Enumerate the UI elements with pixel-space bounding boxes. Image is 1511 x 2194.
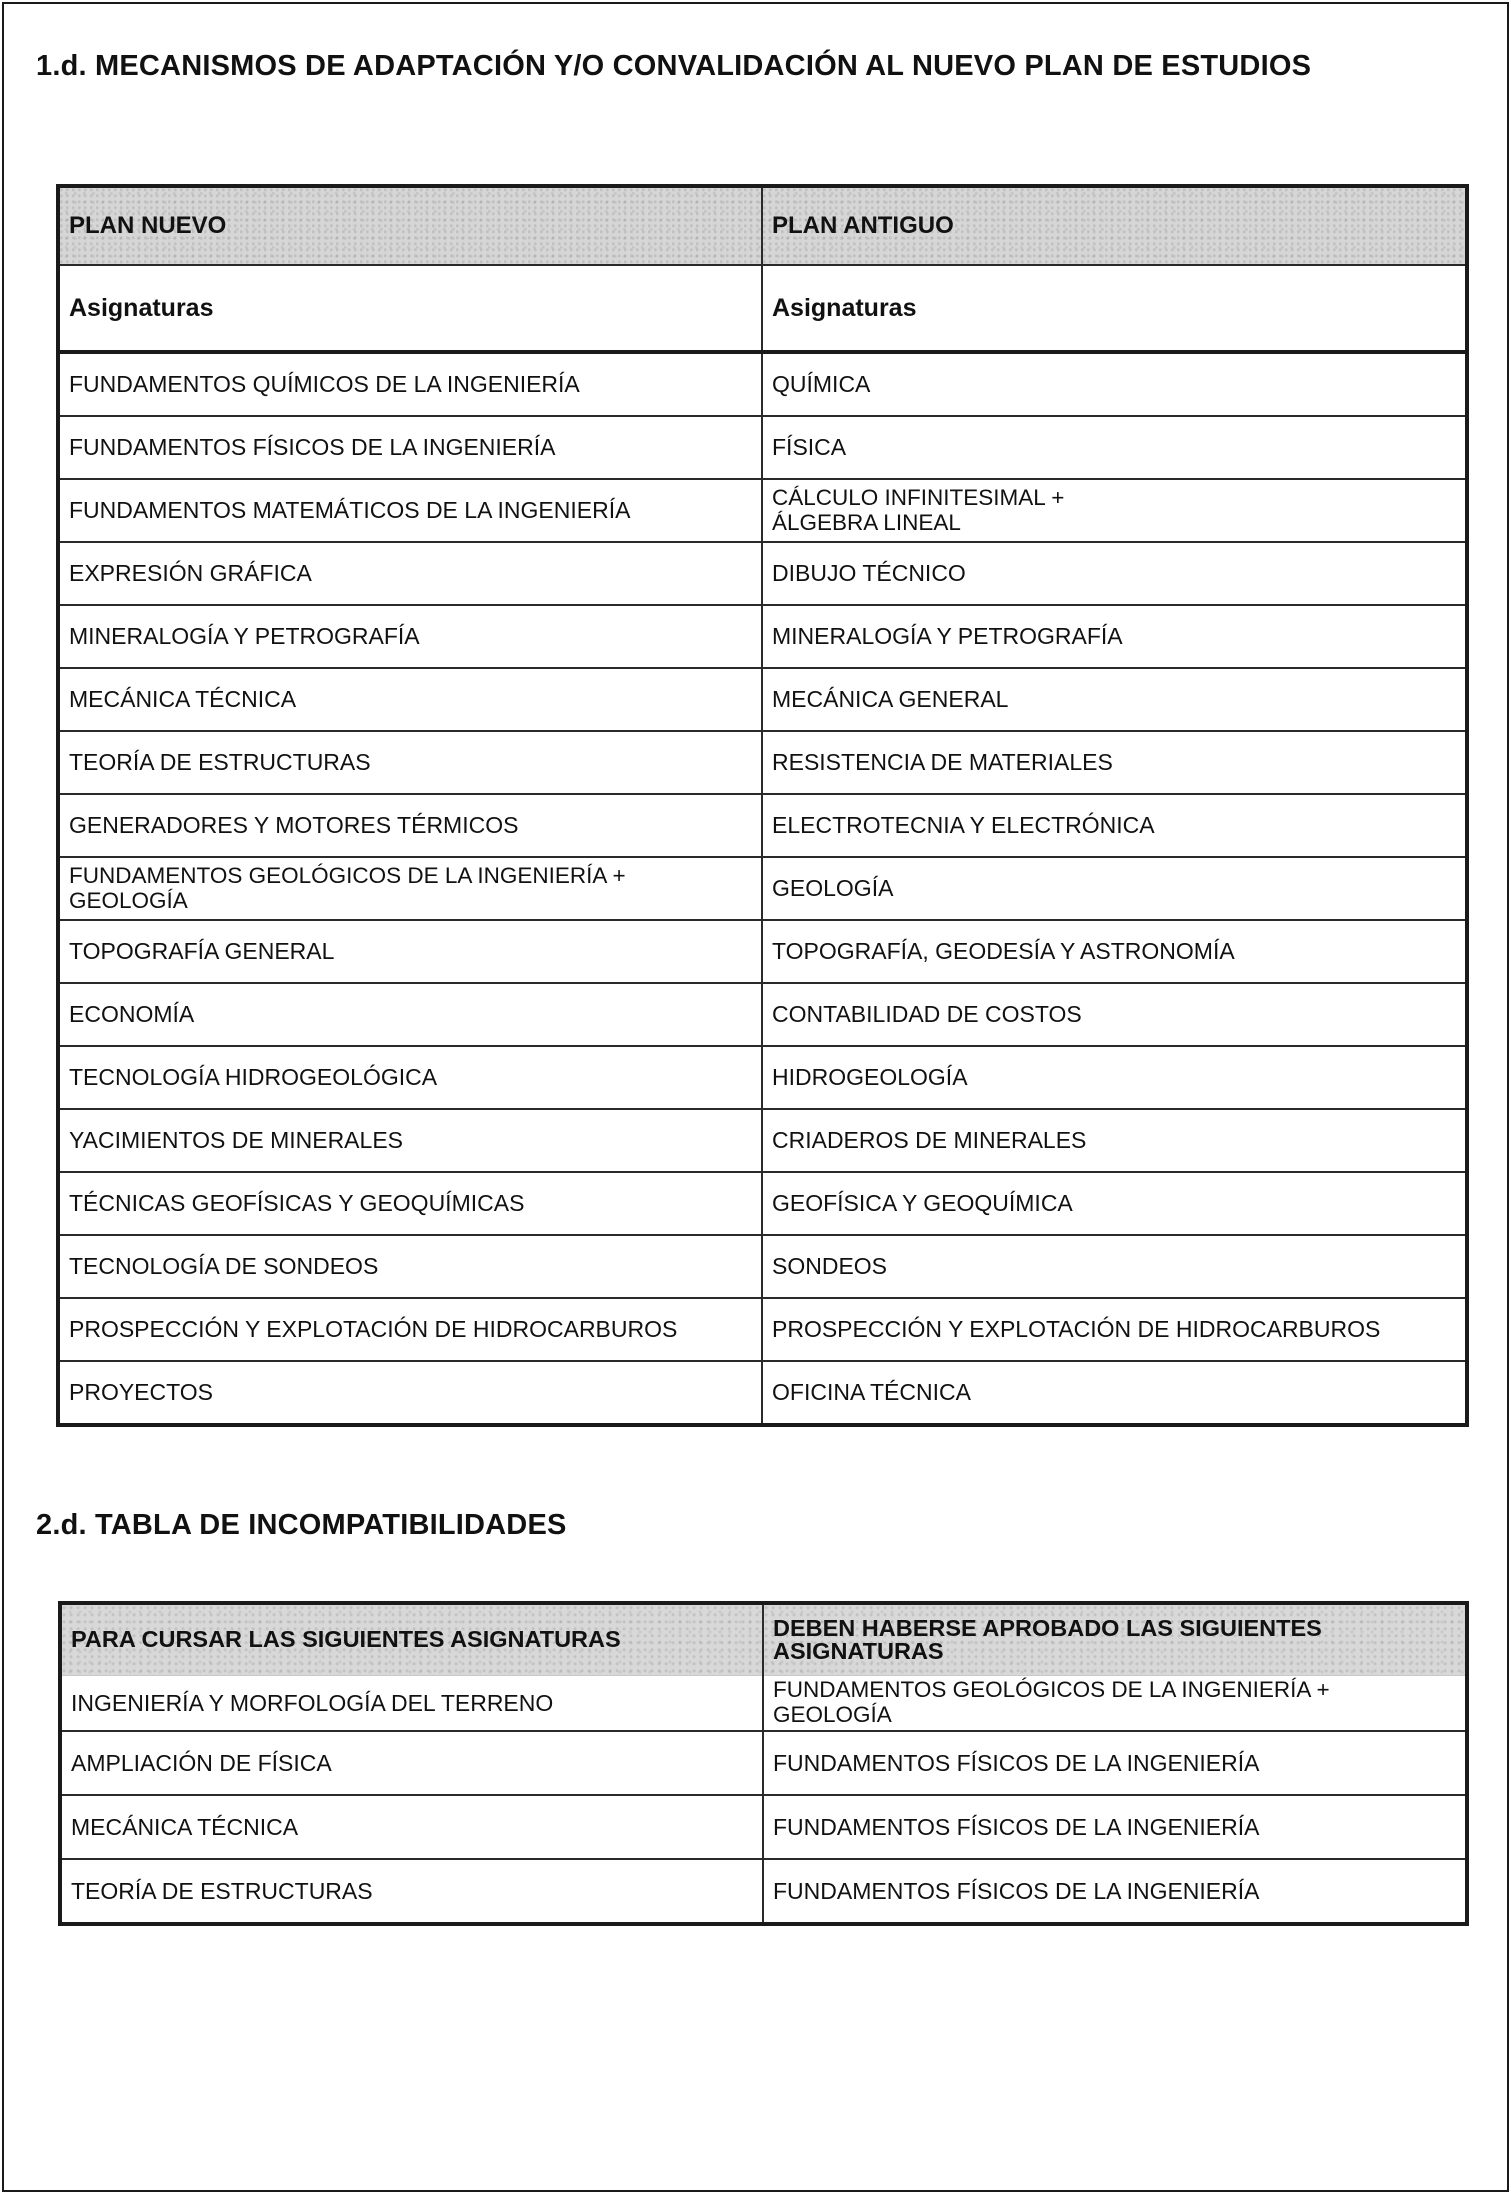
- adaptation-table: [56, 184, 1469, 1427]
- section-title-adaptation: 1.d. MECANISMOS DE ADAPTACIÓN Y/O CONVALIDACIÓN AL NUEVO PLAN DE ESTUDIOS: [36, 50, 1312, 82]
- plan-old-header: PLAN ANTIGUO: [762, 186, 1467, 265]
- subheader-row: [58, 265, 1467, 352]
- old-course-line: ÁLGEBRA LINEAL: [772, 509, 961, 535]
- course-cell: INGENIERÍA Y MORFOLOGÍA DEL TERRENO: [60, 1676, 763, 1732]
- plan-header-row: [58, 186, 1467, 265]
- new-course-line: FUNDAMENTOS GEOLÓGICOS DE LA INGENIERÍA +: [69, 862, 626, 888]
- prerequisite-cell: FUNDAMENTOS FÍSICOS DE LA INGENIERÍA: [763, 1859, 1467, 1924]
- table-row: [58, 731, 1467, 794]
- table-row: [58, 983, 1467, 1046]
- table-row: [58, 1172, 1467, 1235]
- new-course-cell: TOPOGRAFÍA GENERAL: [58, 920, 762, 983]
- old-subheader: Asignaturas: [762, 265, 1467, 352]
- old-course-cell: DIBUJO TÉCNICO: [762, 542, 1467, 605]
- new-course-cell: [58, 857, 762, 920]
- old-course-cell: HIDROGEOLOGÍA: [762, 1046, 1467, 1109]
- new-course-cell: PROYECTOS: [58, 1361, 762, 1425]
- course-cell: TEORÍA DE ESTRUCTURAS: [60, 1859, 763, 1924]
- prerequisite-line: GEOLOGÍA: [773, 1702, 892, 1727]
- table-row: [60, 1859, 1467, 1924]
- old-course-cell: ELECTROTECNIA Y ELECTRÓNICA: [762, 794, 1467, 857]
- old-course-cell: QUÍMICA: [762, 352, 1467, 416]
- incompatibilities-table: [58, 1601, 1469, 1926]
- plan-new-header: PLAN NUEVO: [58, 186, 762, 265]
- table-row: [58, 1046, 1467, 1109]
- course-cell: AMPLIACIÓN DE FÍSICA: [60, 1731, 763, 1795]
- table-row: [60, 1731, 1467, 1795]
- old-course-cell: TOPOGRAFÍA, GEODESÍA Y ASTRONOMÍA: [762, 920, 1467, 983]
- course-cell: MECÁNICA TÉCNICA: [60, 1795, 763, 1859]
- must-pass-header-line: DEBEN HABERSE APROBADO LAS SIGUIENTES: [773, 1614, 1322, 1641]
- prerequisite-cell: FUNDAMENTOS FÍSICOS DE LA INGENIERÍA: [763, 1795, 1467, 1859]
- table-row: [58, 352, 1467, 416]
- new-course-cell: FUNDAMENTOS FÍSICOS DE LA INGENIERÍA: [58, 416, 762, 479]
- table-row: [60, 1795, 1467, 1859]
- old-course-cell: GEOLOGÍA: [762, 857, 1467, 920]
- new-course-cell: YACIMIENTOS DE MINERALES: [58, 1109, 762, 1172]
- table-row: [58, 416, 1467, 479]
- new-course-cell: ECONOMÍA: [58, 983, 762, 1046]
- old-course-cell: OFICINA TÉCNICA: [762, 1361, 1467, 1425]
- table-row: [58, 794, 1467, 857]
- table-row: [58, 542, 1467, 605]
- old-course-cell: RESISTENCIA DE MATERIALES: [762, 731, 1467, 794]
- new-course-cell: FUNDAMENTOS QUÍMICOS DE LA INGENIERÍA: [58, 352, 762, 416]
- new-course-cell: TECNOLOGÍA HIDROGEOLÓGICA: [58, 1046, 762, 1109]
- table-row: [58, 1235, 1467, 1298]
- new-course-cell: MINERALOGÍA Y PETROGRAFÍA: [58, 605, 762, 668]
- prerequisite-cell: FUNDAMENTOS FÍSICOS DE LA INGENIERÍA: [763, 1731, 1467, 1795]
- table-row: [58, 1361, 1467, 1425]
- must-pass-header-line: ASIGNATURAS: [773, 1638, 944, 1664]
- old-course-cell: SONDEOS: [762, 1235, 1467, 1298]
- new-course-cell: TEORÍA DE ESTRUCTURAS: [58, 731, 762, 794]
- to-take-header: PARA CURSAR LAS SIGUIENTES ASIGNATURAS: [60, 1603, 763, 1676]
- table-row: [58, 605, 1467, 668]
- old-course-cell: PROSPECCIÓN Y EXPLOTACIÓN DE HIDROCARBUROS: [762, 1298, 1467, 1361]
- new-course-cell: MECÁNICA TÉCNICA: [58, 668, 762, 731]
- table-row: [58, 1298, 1467, 1361]
- old-course-cell: GEOFÍSICA Y GEOQUÍMICA: [762, 1172, 1467, 1235]
- table-row: [58, 668, 1467, 731]
- new-course-cell: GENERADORES Y MOTORES TÉRMICOS: [58, 794, 762, 857]
- old-course-cell: FÍSICA: [762, 416, 1467, 479]
- new-course-cell: FUNDAMENTOS MATEMÁTICOS DE LA INGENIERÍA: [58, 479, 762, 542]
- new-course-cell: PROSPECCIÓN Y EXPLOTACIÓN DE HIDROCARBUROS: [58, 1298, 762, 1361]
- prerequisite-cell: [763, 1676, 1467, 1732]
- old-course-line: CÁLCULO INFINITESIMAL +: [772, 484, 1065, 510]
- new-course-cell: EXPRESIÓN GRÁFICA: [58, 542, 762, 605]
- new-course-line: GEOLOGÍA: [69, 887, 188, 913]
- table-row: [58, 1109, 1467, 1172]
- new-subheader: Asignaturas: [58, 265, 762, 352]
- table-row: [60, 1676, 1467, 1732]
- table-row: [58, 479, 1467, 542]
- section-title-incompatibilities: 2.d. TABLA DE INCOMPATIBILIDADES: [36, 1509, 567, 1541]
- old-course-cell: CONTABILIDAD DE COSTOS: [762, 983, 1467, 1046]
- incompat-header-row: [60, 1603, 1467, 1676]
- old-course-cell: CRIADEROS DE MINERALES: [762, 1109, 1467, 1172]
- new-course-cell: TECNOLOGÍA DE SONDEOS: [58, 1235, 762, 1298]
- table-row: [58, 857, 1467, 920]
- old-course-cell: [762, 479, 1467, 542]
- old-course-cell: MECÁNICA GENERAL: [762, 668, 1467, 731]
- old-course-cell: MINERALOGÍA Y PETROGRAFÍA: [762, 605, 1467, 668]
- table-row: [58, 920, 1467, 983]
- prerequisite-line: FUNDAMENTOS GEOLÓGICOS DE LA INGENIERÍA +: [773, 1677, 1330, 1703]
- new-course-cell: TÉCNICAS GEOFÍSICAS Y GEOQUÍMICAS: [58, 1172, 762, 1235]
- must-pass-header: [763, 1603, 1467, 1676]
